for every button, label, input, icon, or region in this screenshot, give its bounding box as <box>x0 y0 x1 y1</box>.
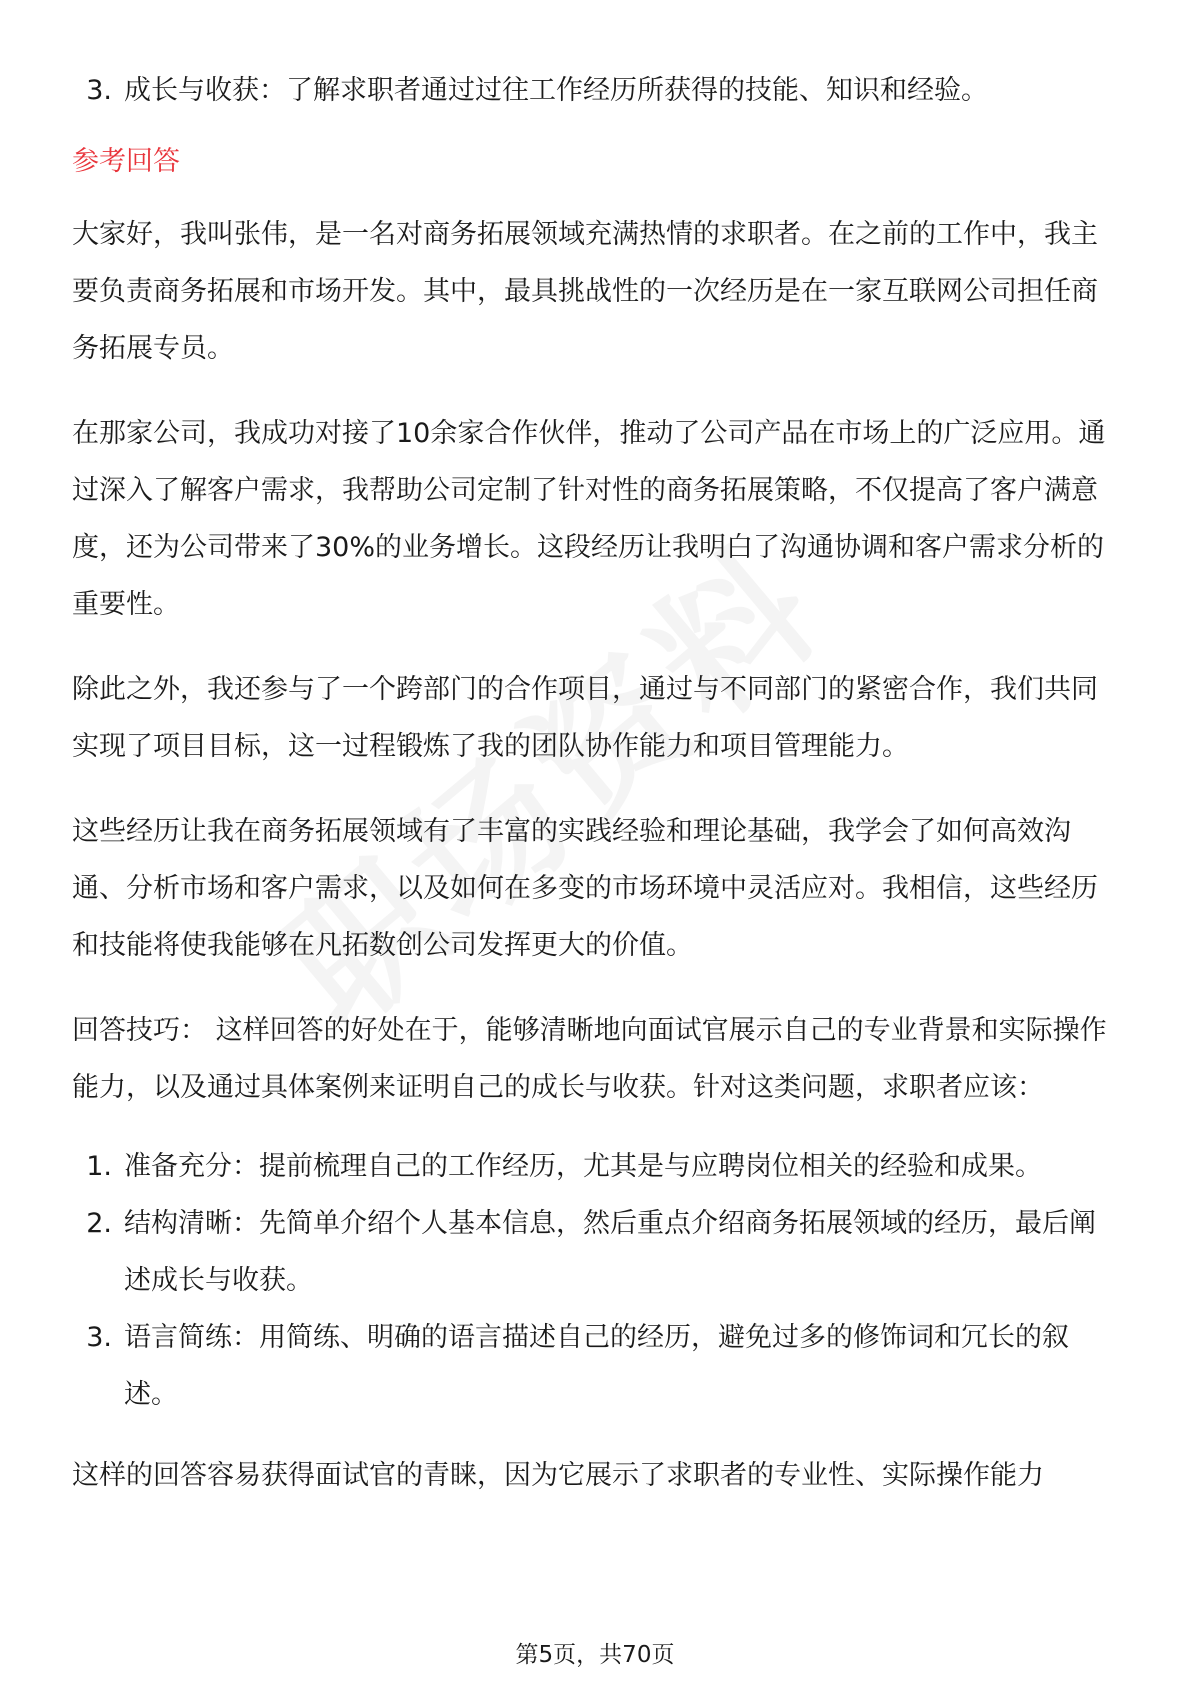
list-text: 结构清晰：先简单介绍个人基本信息，然后重点介绍商务拓展领域的经历，最后阐述成长与收获。 <box>124 1208 1096 1296</box>
list-item <box>72 62 1122 119</box>
section-heading: 参考回答 <box>72 146 180 177</box>
list-item <box>72 1138 1122 1195</box>
list-item <box>72 1195 1122 1309</box>
paragraph-teamwork: 除此之外，我还参与了一个跨部门的合作项目，通过与不同部门的紧密合作，我们共同实现了项目目标，这一过程锻炼了我的团队协作能力和项目管理能力。 <box>72 674 1098 762</box>
paragraph-summary: 这些经历让我在商务拓展领域有了丰富的实践经验和理论基础，我学会了如何高效沟通、分析市场和客户需求，以及如何在多变的市场环境中灵活应对。我相信，这些经历和技能将使我能够在凡拓数创公司发挥更大的价值。 <box>72 816 1098 961</box>
list-number: 2. <box>86 1208 112 1239</box>
list-text: 语言简练：用简练、明确的语言描述自己的经历，避免过多的修饰词和冗长的叙述。 <box>124 1322 1069 1410</box>
page-footer: 第5页，共70页 <box>515 1642 675 1668</box>
list-text: 成长与收获：了解求职者通过过往工作经历所获得的技能、知识和经验。 <box>124 75 988 106</box>
list-number: 3. <box>86 1322 112 1353</box>
document-page <box>72 0 1122 1504</box>
list-text: 准备充分：提前梳理自己的工作经历，尤其是与应聘岗位相关的经验和成果。 <box>124 1151 1042 1182</box>
paragraph-achievement: 在那家公司，我成功对接了10余家合作伙伴，推动了公司产品在市场上的广泛应用。通过深入了解客户需求，我帮助公司定制了针对性的商务拓展策略，不仅提高了客户满意度，还为公司带来了30%的业务增长。这段经历让我明白了沟通协调和客户需求分析的重要性。 <box>72 418 1106 620</box>
list-item <box>72 1309 1122 1423</box>
list-number: 3. <box>86 75 112 106</box>
top-spacer <box>72 0 1122 62</box>
paragraph-closing: 这样的回答容易获得面试官的青睐，因为它展示了求职者的专业性、实际操作能力 <box>72 1460 1044 1491</box>
list-number: 1. <box>86 1151 112 1182</box>
paragraph-intro: 大家好，我叫张伟，是一名对商务拓展领域充满热情的求职者。在之前的工作中，我主要负责商务拓展和市场开发。其中，最具挑战性的一次经历是在一家互联网公司担任商务拓展专员。 <box>72 219 1098 364</box>
paragraph-tips-intro: 回答技巧： 这样回答的好处在于，能够清晰地向面试官展示自己的专业背景和实际操作能力，以及通过具体案例来证明自己的成长与收获。针对这类问题，求职者应该： <box>72 1015 1107 1103</box>
